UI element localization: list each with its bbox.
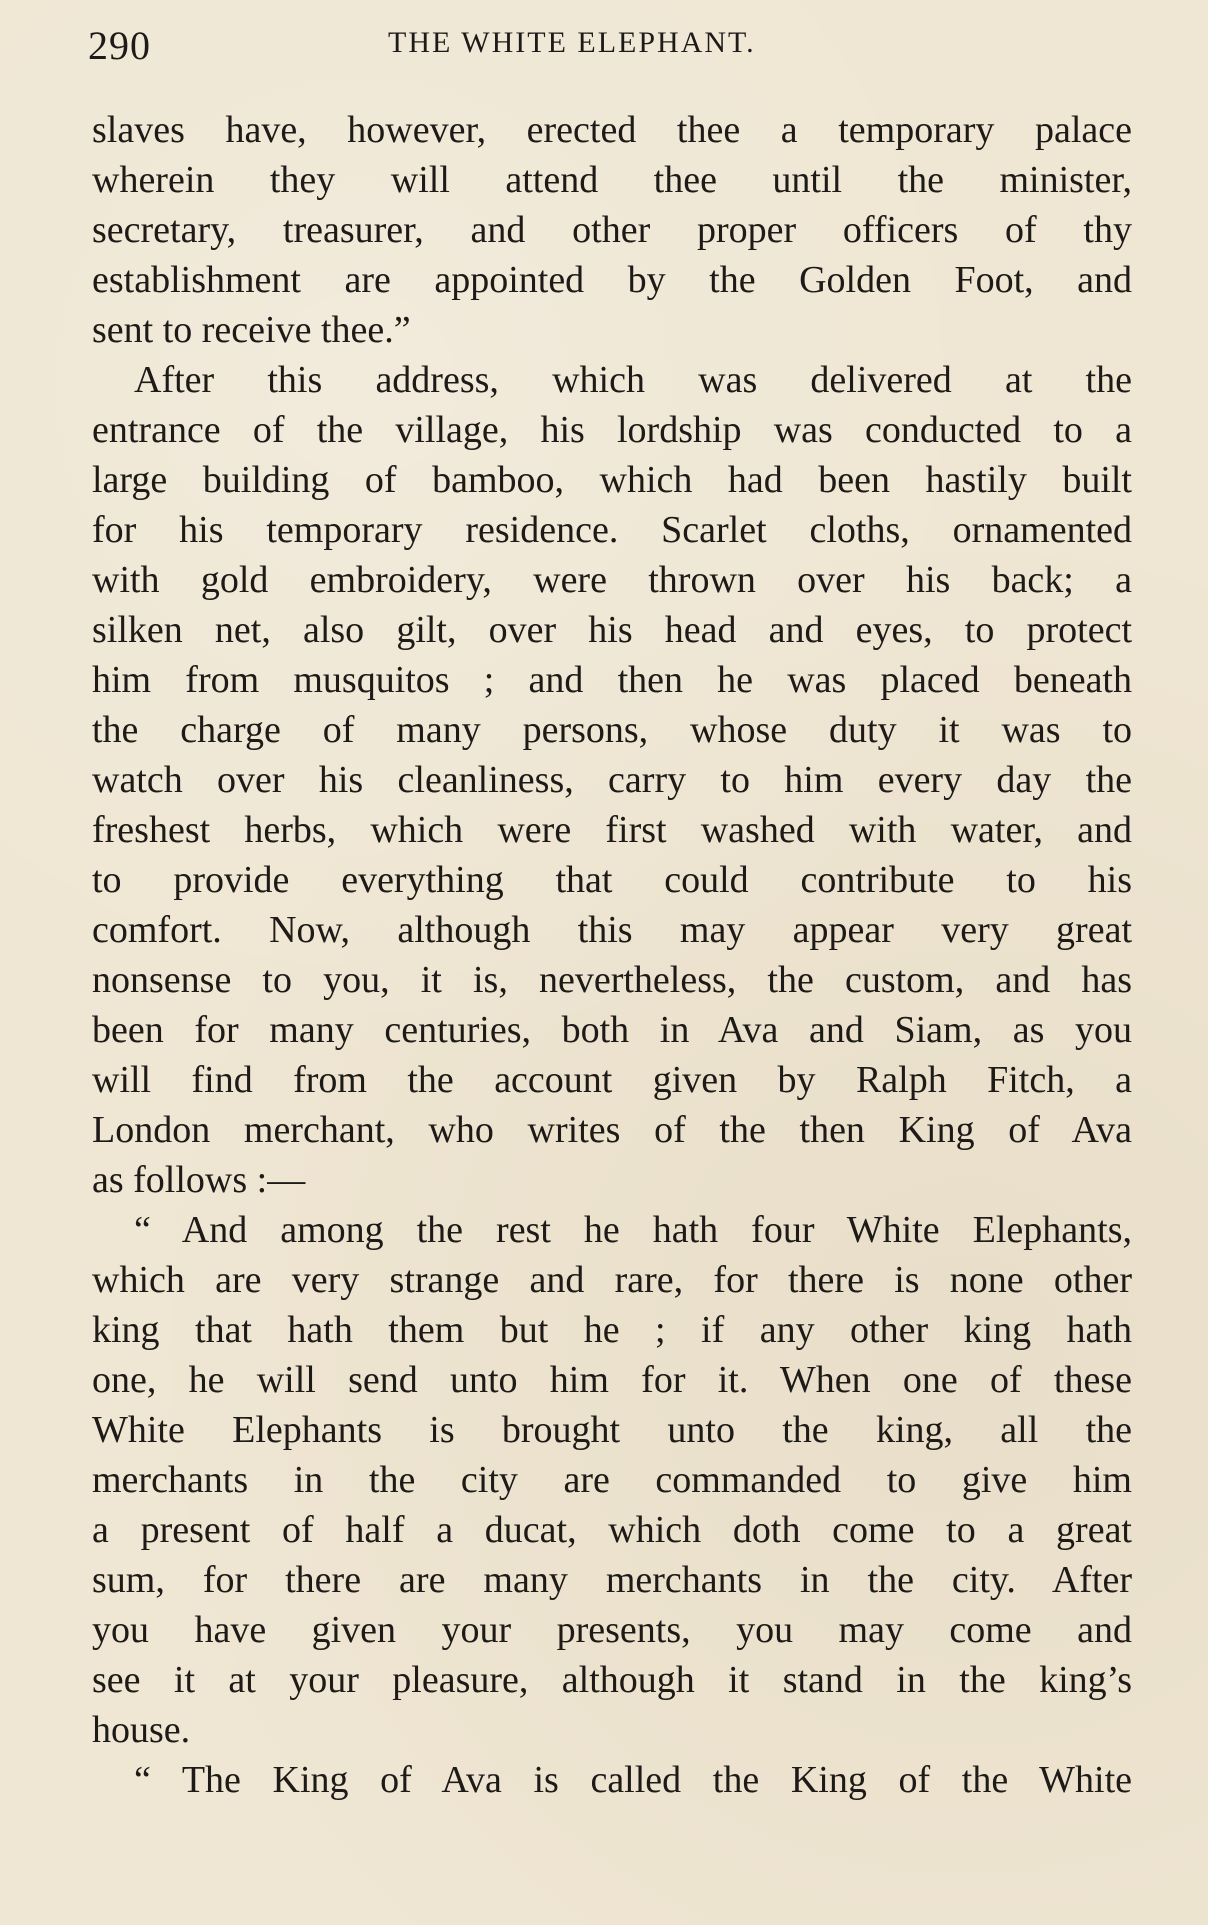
text-line: wherein they will attend thee until the minister, (92, 159, 1132, 201)
text-line: which are very strange and rare, for there is none other (92, 1259, 1132, 1301)
text-line: establishment are appointed by the Golden Foot, and (92, 259, 1132, 301)
text-line: him from musquitos ; and then he was placed beneath (92, 659, 1132, 701)
text-line: see it at your pleasure, although it stand in the king’s (92, 1659, 1132, 1701)
text-line: king that hath them but he ; if any other king hath (92, 1309, 1132, 1351)
text-line: large building of bamboo, which had been hastily built (92, 459, 1132, 501)
text-line: house. (92, 1709, 191, 1751)
running-title: THE WHITE ELEPHANT. (388, 26, 756, 59)
text-line: comfort. Now, although this may appear very great (92, 909, 1132, 951)
text-line: as follows :— (92, 1159, 306, 1201)
text-line: sum, for there are many merchants in the city. After (92, 1559, 1132, 1601)
text-line: been for many centuries, both in Ava and Siam, as you (92, 1009, 1132, 1051)
text-line: sent to receive thee.” (92, 309, 411, 351)
text-line: will find from the account given by Ralph Fitch, a (92, 1059, 1132, 1101)
text-line: a present of half a ducat, which doth come to a great (92, 1509, 1132, 1551)
text-line: “ The King of Ava is called the King of the White (134, 1759, 1132, 1801)
text-line: slaves have, however, erected thee a temporary palace (92, 109, 1132, 151)
running-head (0, 22, 1208, 68)
text-line: secretary, treasurer, and other proper officers of thy (92, 209, 1132, 251)
text-line: silken net, also gilt, over his head and eyes, to protect (92, 609, 1132, 651)
text-line: merchants in the city are commanded to give him (92, 1459, 1132, 1501)
body-text (92, 105, 1132, 1805)
text-line: one, he will send unto him for it. When one of these (92, 1359, 1132, 1401)
text-line: with gold embroidery, were thrown over his back; a (92, 559, 1132, 601)
text-line: After this address, which was delivered at the (134, 359, 1132, 401)
text-line: to provide everything that could contribute to his (92, 859, 1132, 901)
text-line: watch over his cleanliness, carry to him every day the (92, 759, 1132, 801)
text-line: “ And among the rest he hath four White Elephants, (134, 1209, 1132, 1251)
page-number: 290 (88, 23, 151, 68)
text-line: you have given your presents, you may come and (92, 1609, 1132, 1651)
text-line: freshest herbs, which were first washed with water, and (92, 809, 1132, 851)
text-line: White Elephants is brought unto the king, all the (92, 1409, 1132, 1451)
text-line: for his temporary residence. Scarlet cloths, ornamented (92, 509, 1132, 551)
text-line: nonsense to you, it is, nevertheless, the custom, and has (92, 959, 1132, 1001)
text-line: London merchant, who writes of the then King of Ava (92, 1109, 1132, 1151)
text-line: the charge of many persons, whose duty it was to (92, 709, 1132, 751)
text-line: entrance of the village, his lordship was conducted to a (92, 409, 1132, 451)
